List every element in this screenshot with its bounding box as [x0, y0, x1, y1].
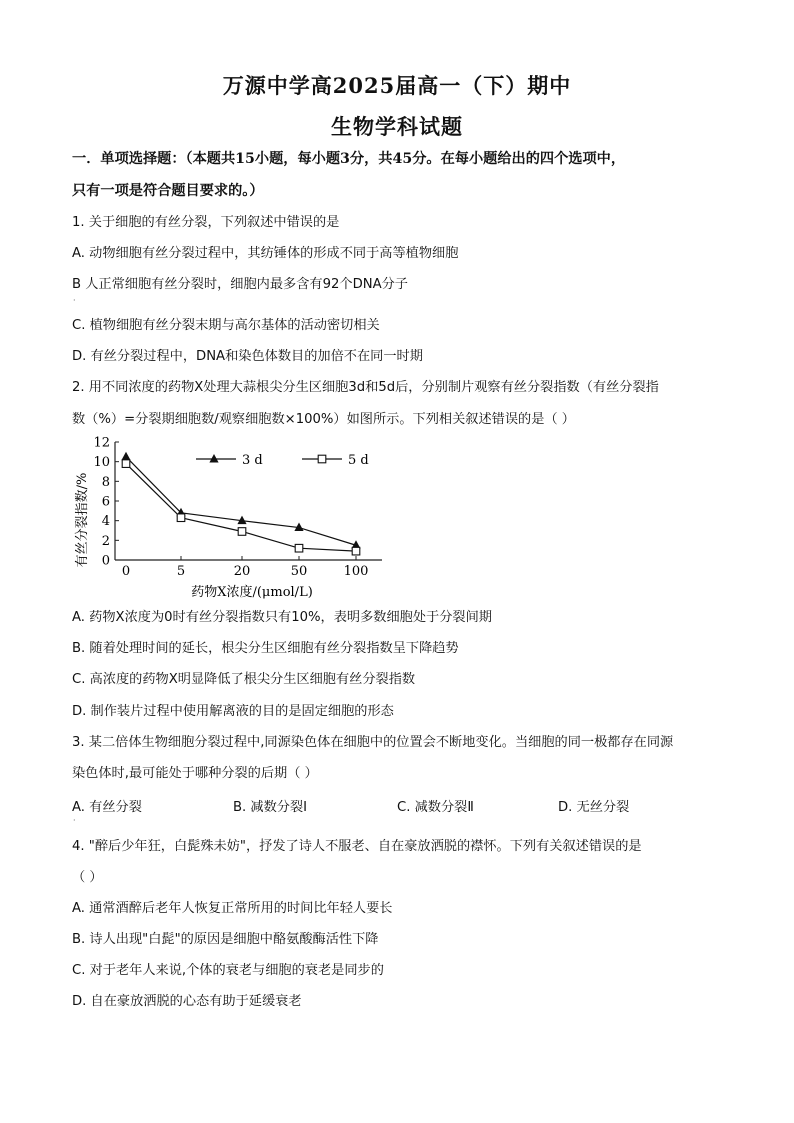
legend-3d-marker [209, 454, 218, 463]
y-tick-label: 0 [101, 553, 110, 569]
q1-option-c: C. 植物细胞有丝分裂末期与高尔基体的活动密切相关 [72, 318, 380, 333]
chart-y-axis-label: 有丝分裂指数/% [75, 472, 90, 568]
section-instruction-line1: 一．单项选择题：（本题共15小题，每小题3分，共45分。在每小题给出的四个选项中， [72, 151, 626, 167]
legend-3d-label: 3 d [242, 453, 263, 468]
legend-5d-marker [318, 455, 326, 463]
y-tick-label: 6 [101, 494, 110, 510]
series-5d-point [295, 544, 303, 552]
q3-stem-line1: 3. 某二倍体生物细胞分裂过程中,同源染色体在细胞中的位置会不断地变化。当细胞的同一极都存在同源 [72, 735, 674, 750]
q4-stem-line1: 4. "醉后少年狂，白髭殊未妨"，抒发了诗人不服老、自在豪放洒脱的襟怀。下列有关叙述错误的是 [72, 839, 642, 854]
x-tick-label: 0 [121, 564, 131, 579]
chart-x-axis-label: 药物X浓度/(μmol/L) [191, 585, 313, 600]
y-tick-label: 4 [101, 514, 110, 530]
series-3d-point [121, 452, 130, 461]
x-tick-label: 100 [343, 564, 369, 579]
q4-option-a: A. 通常酒醉后老年人恢复正常所用的时间比年轻人要长 [72, 901, 393, 916]
x-tick-label: 5 [176, 564, 186, 579]
q4-stem-line2: （ ） [72, 870, 103, 885]
x-tick-label: 50 [290, 564, 308, 579]
q2-option-b: B. 随着处理时间的延长，根尖分生区细胞有丝分裂指数呈下降趋势 [72, 641, 459, 656]
x-tick-label: 20 [233, 564, 251, 579]
exam-subtitle: 生物学科试题 [331, 114, 463, 139]
y-tick-label: 8 [101, 474, 110, 490]
q4-option-b: B. 诗人出现"白髭"的原因是细胞中酪氨酸酶活性下降 [72, 932, 379, 947]
y-tick-label: 10 [93, 455, 110, 471]
q2-option-c: C. 高浓度的药物X明显降低了根尖分生区细胞有丝分裂指数 [72, 672, 416, 687]
q3-option-c: C. 减数分裂Ⅱ [397, 800, 474, 815]
q1-option-b: B 人正常细胞有丝分裂时，细胞内最多含有92个DNA分子 [72, 277, 408, 292]
q4-option-d: D. 自在豪放洒脱的心态有助于延缓衰老 [72, 994, 302, 1009]
q3-option-d: D. 无丝分裂 [558, 800, 630, 815]
chart-series-layer [121, 452, 360, 555]
q3-stem-line2: 染色体时,最可能处于哪种分裂的后期（ ） [72, 766, 318, 781]
q1-stem: 1. 关于细胞的有丝分裂，下列叙述中错误的是 [72, 215, 340, 230]
q2-option-d: D. 制作装片过程中使用解离液的目的是固定细胞的形态 [72, 704, 394, 719]
series-5d-line [126, 464, 356, 552]
mitotic-index-chart [70, 434, 400, 606]
series-5d-point [177, 514, 185, 522]
chart-legend [196, 453, 369, 468]
y-tick-label: 12 [93, 435, 110, 451]
q4-option-c: C. 对于老年人来说,个体的衰老与细胞的衰老是同步的 [72, 963, 384, 978]
stray-dot-mark: · [73, 296, 76, 305]
stray-dot-mark: · [73, 816, 76, 825]
q3-option-a: A. 有丝分裂 [72, 800, 142, 815]
q3-option-b: B. 减数分裂Ⅰ [233, 800, 308, 815]
q2-stem-line2: 数（%）=分裂期细胞数/观察细胞数×100%）如图所示。下列相关叙述错误的是（ ） [72, 412, 575, 427]
q2-option-a: A. 药物X浓度为0时有丝分裂指数只有10%，表明多数细胞处于分裂间期 [72, 610, 492, 625]
legend-5d-label: 5 d [348, 453, 369, 468]
section-instruction-line2: 只有一项是符合题目要求的。） [72, 183, 264, 199]
series-5d-point [238, 528, 246, 536]
q2-stem-line1: 2. 用不同浓度的药物X处理大蒜根尖分生区细胞3d和5d后，分别制片观察有丝分裂指数（有丝分裂指 [72, 380, 659, 395]
y-tick-label: 2 [101, 533, 110, 549]
series-5d-point [352, 547, 360, 555]
q1-option-d: D. 有丝分裂过程中，DNA和染色体数目的加倍不在同一时期 [72, 349, 423, 364]
chart-axes [93, 436, 382, 580]
q1-option-a: A. 动物细胞有丝分裂过程中，其纺锤体的形成不同于高等植物细胞 [72, 246, 459, 261]
exam-title: 万源中学高2025届高一（下）期中 [222, 73, 572, 98]
series-5d-point [122, 460, 130, 468]
